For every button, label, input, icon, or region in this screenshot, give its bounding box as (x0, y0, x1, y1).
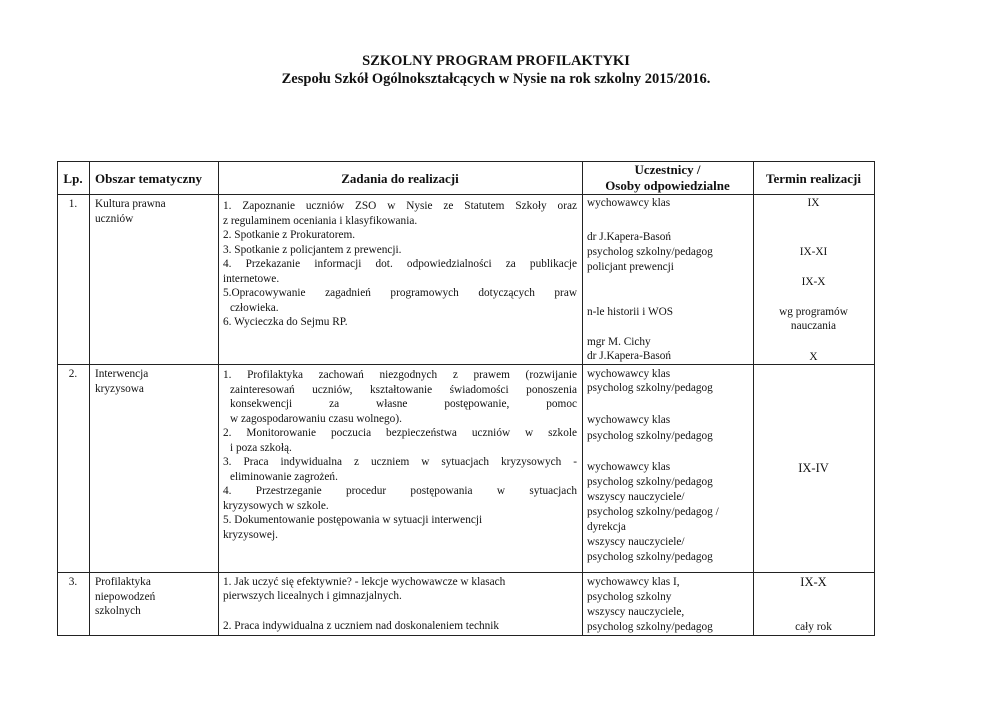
row1-lp: 1. (68, 198, 78, 210)
row2-tasks (223, 368, 577, 542)
task-line: i poza szkołą. (230, 441, 292, 454)
row1-term: nauczania (790, 320, 837, 332)
row3-lp: 3. (68, 576, 78, 588)
row1-tasks (223, 199, 577, 330)
row2-person: psycholog szkolny/pedagog (587, 476, 713, 488)
task-line: kryzysowej. (223, 528, 278, 541)
row2-person: psycholog szkolny/pedagog (587, 430, 713, 442)
task-line: z regulaminem oceniania i klasyfikowania. (223, 214, 418, 227)
row3-term: cały rok (795, 621, 832, 633)
row2-person: wszyscy nauczyciele/ (587, 536, 685, 548)
row2-lp: 2. (68, 368, 78, 380)
row3-area-line: szkolnych (95, 605, 141, 617)
row3-person: psycholog szkolny (587, 591, 672, 603)
task-line: 4. Przestrzeganie procedur postępowania w sytuacjach (223, 485, 577, 497)
row3-term: IX-X (800, 575, 827, 589)
row3-area-line: Profilaktyka (95, 576, 151, 588)
row2-person: psycholog szkolny/pedagog (587, 551, 713, 563)
row1-term: X (809, 351, 818, 363)
row2-term: IX-IV (798, 461, 829, 475)
task-line: 2. Monitorowanie poczucia bezpieczeństwa uczniów w szkole (223, 427, 577, 439)
header-people-line1: Uczestnicy / (634, 162, 701, 177)
row2-person: psycholog szkolny/pedagog / (587, 506, 719, 518)
row3-area (95, 575, 215, 619)
row3-person: wychowawcy klas I, (587, 576, 680, 588)
row1-term: IX (807, 197, 820, 209)
row-divider (57, 572, 875, 573)
row1-person: dr J.Kapera-Basoń (587, 231, 672, 243)
row1-person: mgr M. Cichy (587, 336, 651, 348)
program-table (57, 161, 875, 636)
row3-task: 1. Jak uczyć się efektywnie? - lekcje wychowawcze w klasach (223, 576, 506, 588)
row1-person: wychowawcy klas (587, 197, 671, 209)
row1-person: dr J.Kapera-Basoń (587, 350, 672, 362)
header-term: Termin realizacji (766, 171, 861, 186)
row2-person: dyrekcja (587, 521, 626, 533)
header-people (582, 162, 753, 194)
row2-area (95, 367, 215, 396)
row1-area-line: Kultura prawna (95, 198, 166, 210)
row3-person: wszyscy nauczyciele, (587, 606, 685, 618)
column-divider (218, 161, 219, 636)
table-border-right (874, 161, 875, 636)
row1-area-line: uczniów (95, 212, 134, 225)
header-area: Obszar tematyczny (95, 171, 202, 186)
task-line: 3. Praca indywidualna z uczniem w sytuacjach kryzysowych - (223, 456, 577, 468)
row2-person: wszyscy nauczyciele/ (587, 491, 685, 503)
task-line: 6. Wycieczka do Sejmu RP. (223, 316, 348, 328)
table-border-left (57, 161, 58, 636)
task-line: 1. Profilaktyka zachowań niezgodnych z prawem (rozwijanie (223, 369, 577, 381)
column-divider (753, 161, 754, 636)
page-subtitle: Zespołu Szkół Ogólnokształcących w Nysie na rok szkolny 2015/2016. (281, 71, 711, 87)
task-line: kryzysowych w szkole. (223, 499, 329, 512)
header-lp: Lp. (63, 171, 83, 186)
row1-person: policjant prewencji (587, 261, 674, 273)
task-line: 3. Spotkanie z policjantem z prewencji. (223, 243, 402, 256)
row1-person: psycholog szkolny/pedagog (587, 246, 713, 258)
row2-person: psycholog szkolny/pedagog (587, 382, 713, 394)
task-line: eliminowanie zagrożeń. (230, 470, 338, 483)
row1-term: IX-X (801, 276, 826, 288)
table-border-bottom (57, 635, 875, 636)
task-line: 4. Przekazanie informacji dot. odpowiedzialności za publikacje (223, 258, 577, 270)
task-line: w zagospodarowaniu czasu wolnego). (230, 412, 402, 425)
row3-person: psycholog szkolny/pedagog (587, 621, 713, 633)
row-divider (57, 194, 875, 195)
task-line: 5.Opracowywanie zagadnień programowych dotyczących praw (223, 287, 577, 299)
row2-person: wychowawcy klas (587, 461, 671, 473)
row3-task: 2. Praca indywidualna z uczniem nad doskonaleniem technik (223, 620, 500, 632)
header-tasks: Zadania do realizacji (341, 171, 459, 186)
row1-person: n-le historii i WOS (587, 306, 674, 318)
column-divider (89, 161, 90, 636)
task-line: 2. Spotkanie z Prokuratorem. (223, 229, 356, 241)
row2-area-line: Interwencja (95, 368, 149, 380)
task-line: 5. Dokumentowanie postępowania w sytuacji interwencji (223, 514, 483, 526)
task-line: 1. Zapoznanie uczniów ZSO w Nysie ze Statutem Szkoły oraz (223, 200, 577, 212)
row1-term: wg programów (779, 306, 848, 318)
row1-term: IX-XI (799, 246, 828, 258)
row2-area-line: kryzysowa (95, 382, 144, 395)
row3-task: pierwszych licealnych i gimnazjalnych. (223, 590, 402, 602)
task-line: konsekwencji za własne postępowanie, pomoc (230, 398, 577, 410)
column-divider (582, 161, 583, 636)
header-people-line2: Osoby odpowiedzialne (605, 178, 730, 193)
row3-area-line: niepowodzeń (95, 590, 156, 603)
page-title: SZKOLNY PROGRAM PROFILAKTYKI (362, 53, 630, 69)
task-line: internetowe. (223, 272, 280, 285)
row2-person: wychowawcy klas (587, 368, 671, 380)
task-line: człowieka. (230, 301, 279, 314)
row1-area (95, 197, 215, 226)
task-line: zainteresowań uczniów, kształtowanie świadomości ponoszenia (230, 383, 577, 396)
row2-person: wychowawcy klas (587, 414, 671, 426)
